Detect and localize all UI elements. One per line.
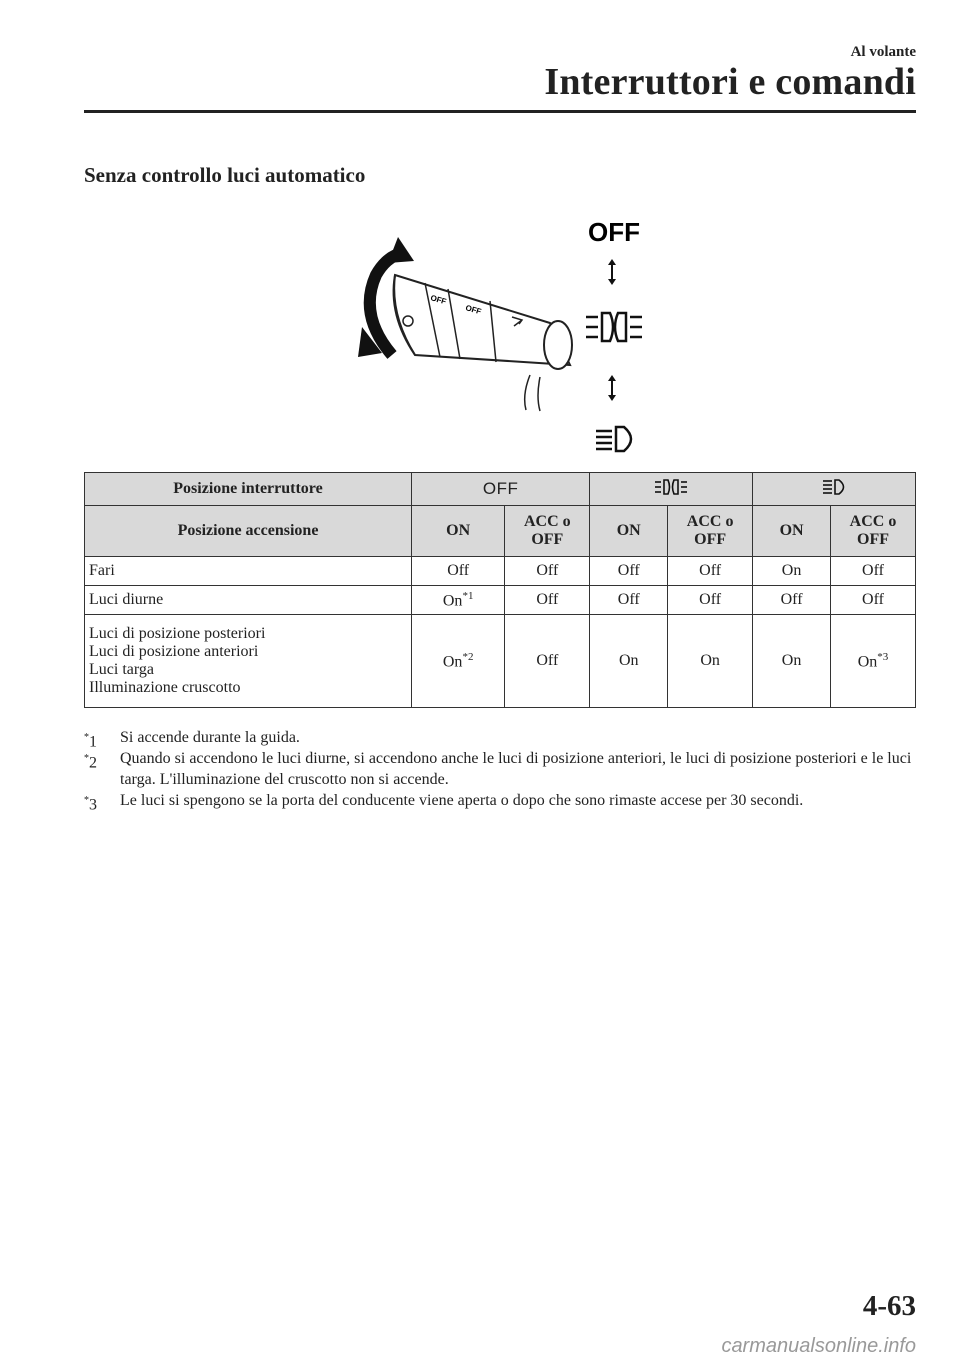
header-section: Al volante bbox=[850, 44, 916, 60]
cell-value: On bbox=[857, 653, 878, 671]
header-title: Interruttori e comandi bbox=[544, 61, 916, 103]
table-header-row bbox=[85, 473, 916, 506]
table-cell: Off bbox=[505, 557, 590, 586]
table-cell: Off bbox=[831, 586, 916, 615]
double-arrow-icon bbox=[608, 375, 616, 401]
table-cell: Off bbox=[590, 586, 668, 615]
row-label: Fari bbox=[85, 557, 412, 586]
off-position-label: OFF bbox=[588, 217, 640, 247]
ignition-cell: ON bbox=[753, 506, 831, 557]
parking-lights-icon bbox=[654, 479, 688, 495]
row-label-line: Illuminazione cruscotto bbox=[89, 679, 241, 696]
headlight-icon bbox=[822, 479, 846, 495]
headlight-switch-illustration bbox=[340, 205, 660, 465]
ignition-header: Posizione accensione bbox=[85, 506, 412, 557]
row-label-line: Luci di posizione posteriori bbox=[89, 625, 266, 642]
ignition-cell: ON bbox=[412, 506, 505, 557]
header-rule bbox=[84, 110, 916, 113]
table-cell: On bbox=[590, 615, 668, 708]
row-label-line: Luci targa bbox=[89, 661, 155, 678]
footnote-ref: *2 bbox=[462, 650, 474, 663]
table-cell bbox=[412, 586, 505, 615]
footnote-ref: *1 bbox=[462, 589, 474, 602]
lights-status-table bbox=[84, 472, 916, 708]
table-cell: On bbox=[753, 615, 831, 708]
stalk-off-label-1: OFF bbox=[429, 293, 448, 307]
table-cell: Off bbox=[753, 586, 831, 615]
footnote bbox=[84, 748, 916, 790]
headlights-header bbox=[753, 473, 916, 506]
parking-lights-header bbox=[590, 473, 753, 506]
footnote bbox=[84, 790, 916, 814]
table-cell: Off bbox=[505, 586, 590, 615]
table-cell: Off bbox=[505, 615, 590, 708]
cell-value: On bbox=[442, 653, 463, 671]
table-cell: On bbox=[668, 615, 753, 708]
double-arrow-icon bbox=[608, 259, 616, 285]
footnote-ref: *3 bbox=[877, 650, 889, 663]
footnote-mark: *3 bbox=[84, 795, 97, 814]
ignition-cell: ACC o OFF bbox=[668, 506, 753, 557]
table-cell: Off bbox=[831, 557, 916, 586]
headlight-icon bbox=[596, 427, 631, 451]
watermark: carmanualsonline.info bbox=[721, 1335, 916, 1357]
row-label bbox=[85, 615, 412, 708]
footnotes bbox=[84, 727, 916, 814]
switch-off-header bbox=[412, 473, 590, 506]
footnote-mark: *1 bbox=[84, 732, 97, 751]
table-row bbox=[85, 557, 916, 586]
footnote-text: Si accende durante la guida. bbox=[120, 729, 300, 746]
ignition-cell: ACC o OFF bbox=[831, 506, 916, 557]
ignition-row bbox=[85, 506, 916, 557]
footnote-text: Quando si accendono le luci diurne, si accendono anche le luci di posizione anteriori, le luci di posizione posteriori e le luci targa. L'illuminazione del cruscotto non si accende. bbox=[120, 750, 912, 788]
row-label-line: Luci di posizione anteriori bbox=[89, 643, 259, 660]
cell-value: On bbox=[442, 592, 463, 610]
table-cell: Off bbox=[590, 557, 668, 586]
section-title: Senza controllo luci automatico bbox=[84, 163, 366, 187]
switch-off-label: OFF bbox=[482, 479, 519, 498]
table-row bbox=[85, 586, 916, 615]
parking-lights-icon bbox=[586, 313, 642, 341]
row-label: Luci diurne bbox=[85, 586, 412, 615]
table-cell bbox=[412, 615, 505, 708]
footnote-mark: *2 bbox=[84, 753, 97, 772]
table-row bbox=[85, 615, 916, 708]
table-cell: Off bbox=[412, 557, 505, 586]
switch-position-header: Posizione interruttore bbox=[85, 473, 412, 506]
ignition-cell: ACC o OFF bbox=[505, 506, 590, 557]
table-cell: On bbox=[753, 557, 831, 586]
table-cell bbox=[831, 615, 916, 708]
stalk-lever bbox=[394, 275, 572, 411]
table-cell: Off bbox=[668, 557, 753, 586]
table-cell: Off bbox=[668, 586, 753, 615]
stalk-off-label-2: OFF bbox=[464, 303, 483, 317]
footnote-text: Le luci si spengono se la porta del conducente viene aperta o dopo che sono rimaste accese per 30 secondi. bbox=[120, 792, 804, 809]
ignition-cell: ON bbox=[590, 506, 668, 557]
page-number: 4-63 bbox=[862, 1290, 916, 1322]
footnote bbox=[84, 727, 916, 751]
